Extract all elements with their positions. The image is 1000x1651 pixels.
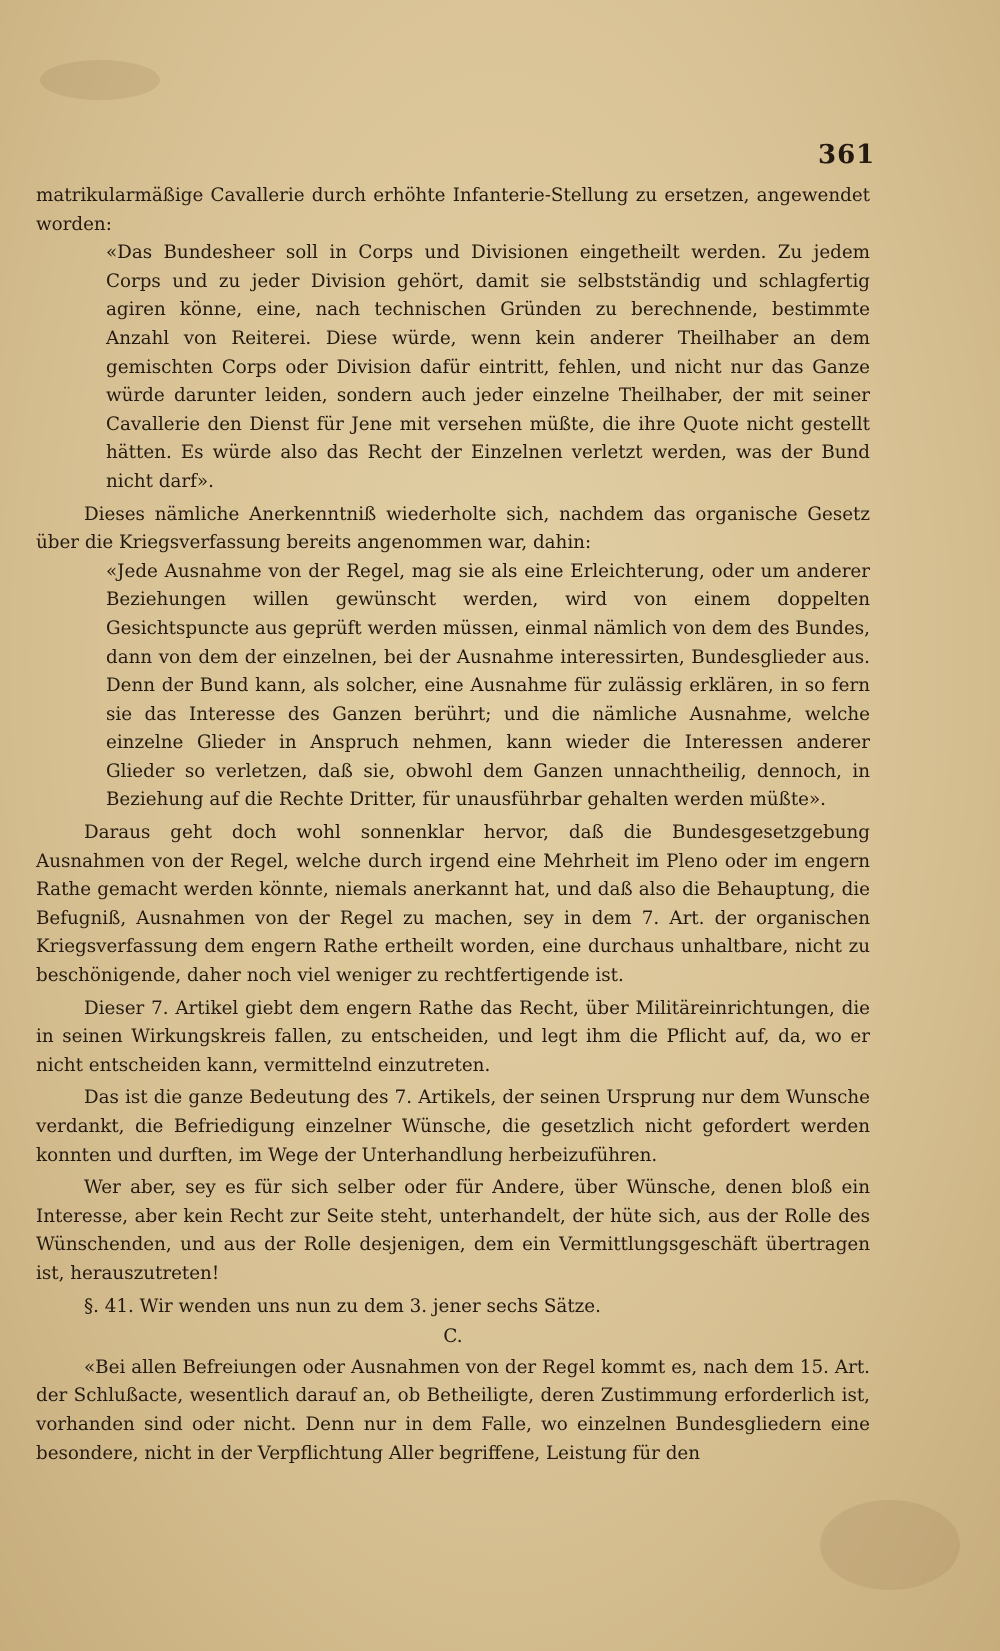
paragraph: matrikularmäßige Cavallerie durch erhöhte Infanterie-Stellung zu ersetzen, angewendet worden:	[36, 185, 870, 235]
page-number: 361	[818, 140, 876, 170]
section-paragraph: §. 41. Wir wenden uns nun zu dem 3. jener sechs Sätze.	[84, 1295, 601, 1317]
block-quote: «Das Bundesheer soll in Corps und Divisionen eingetheilt werden. Zu jedem Corps und zu jeder Division gehört, damit sie selbstständig und schlagfertig agiren könne, eine, nach technischen Gründen zu berechnende, bestimmte Anzahl von Reiterei. Diese würde, wenn kein anderer Theilhaber an dem gemischten Corps oder Division dafür eintritt, fehlen, und nicht nur das Ganze würde darunter leiden, sondern auch jeder einzelne Theilhaber, der mit seiner Cavallerie den Dienst für Jene mit versehen müßte, die ihre Quote nicht gestellt hätten. Es würde also das Recht der Einzelnen verletzt werden, was der Bund nicht darf».	[106, 242, 870, 492]
paragraph: Wer aber, sey es für sich selber oder für Andere, über Wünsche, denen bloß ein Interesse, aber kein Recht zur Seite steht, unterhandelt, der hüte sich, aus der Rolle des Wünschenden, und aus der Rolle desjenigen, dem ein Vermittlungsgeschäft übertragen ist, herauszutreten!	[36, 1177, 870, 1284]
section-heading: C.	[443, 1326, 463, 1348]
paragraph: Daraus geht doch wohl sonnenklar hervor, daß die Bundesgesetzgebung Ausnahmen von der Regel, welche durch irgend eine Mehrheit im Pleno oder im engern Rathe gemacht werden könnte, niemals anerkannt hat, und daß also die Behauptung, die Befugniß, Ausnahmen von der Regel zu machen, sey in dem 7. Art. der organischen Kriegsverfassung dem engern Rathe ertheilt worden, eine durchaus unhaltbare, nicht zu beschönigende, daher noch viel weniger zu rechtfertigende ist.	[36, 822, 870, 987]
paper-stain	[40, 60, 160, 100]
body-text	[36, 182, 870, 1468]
paragraph: Das ist die ganze Bedeutung des 7. Artikels, der seinen Ursprung nur dem Wunsche verdankt, die Befriedigung einzelner Wünsche, die gesetzlich nicht gefordert werden konnten und durften, im Wege der Unterhandlung herbeizuführen.	[36, 1087, 870, 1166]
paragraph: Dieser 7. Artikel giebt dem engern Rathe das Recht, über Militäreinrichtungen, die in seinen Wirkungskreis fallen, zu entscheiden, und legt ihm die Pflicht auf, da, wo er nicht entscheiden kann, vermittelnd einzutreten.	[36, 997, 870, 1076]
paragraph: Dieses nämliche Anerkenntniß wiederholte sich, nachdem das organische Gesetz über die Kriegsverfassung bereits angenommen war, dahin:	[36, 503, 870, 554]
paragraph: «Bei allen Befreiungen oder Ausnahmen von der Regel kommt es, nach dem 15. Art. der Schlußacte, wesentlich darauf an, ob Betheiligte, deren Zustimmung erforderlich ist, vorhanden sind oder nicht. Denn nur in dem Falle, wo einzelnen Bundesgliedern eine besondere, nicht in der Verpflichtung Aller begriffene, Leistung für den	[36, 1356, 870, 1464]
paper-stain	[820, 1500, 960, 1590]
block-quote: «Jede Ausnahme von der Regel, mag sie als eine Erleichterung, oder um anderer Beziehungen willen gewünscht werden, wird von einem doppelten Gesichtspuncte aus geprüft werden müssen, einmal nämlich von dem des Bundes, dann von dem der einzelnen, bei der Ausnahme interessirten, Bundesglieder aus. Denn der Bund kann, als solcher, eine Ausnahme für zulässig erklären, in so fern sie das Interesse des Ganzen berührt; und die nämliche Ausnahme, welche einzelne Glieder in Anspruch nehmen, kann wieder die Interessen anderer Glieder so verletzen, daß sie, obwohl dem Ganzen unnachtheilig, dennoch, in Beziehung auf die Rechte Dritter, für unausführbar gehalten werden müßte».	[106, 560, 870, 811]
